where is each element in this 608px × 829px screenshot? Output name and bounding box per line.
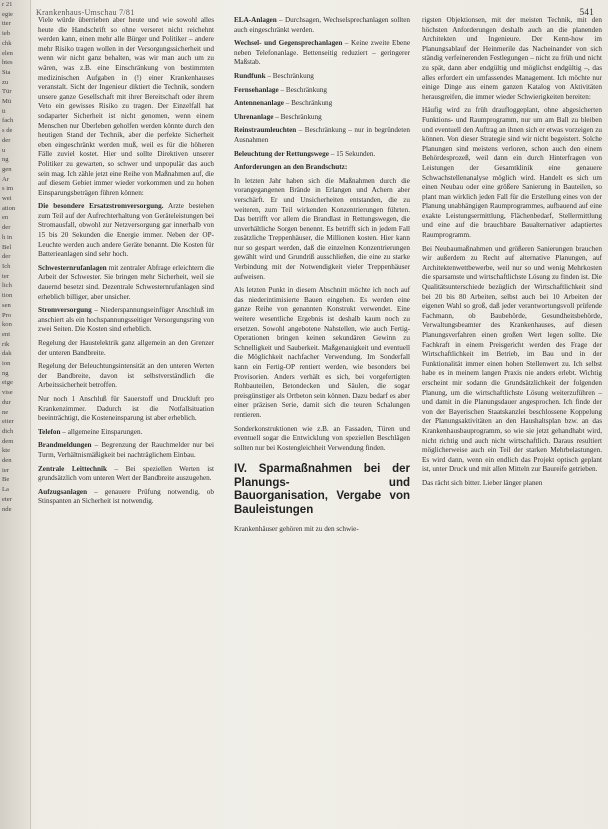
paragraph bbox=[234, 113, 410, 123]
spine-fragment: en bbox=[2, 214, 9, 222]
paragraph-lead: Uhrenanlage bbox=[234, 112, 274, 121]
paragraph-text: – Beschränkung – nur in begründeten Ausnahmen bbox=[234, 126, 410, 144]
paragraph bbox=[234, 99, 410, 109]
spine-fragment: h in bbox=[2, 233, 13, 241]
paragraph bbox=[38, 264, 214, 302]
paragraph bbox=[38, 306, 214, 335]
spine-fragment: s im bbox=[2, 185, 14, 193]
paragraph-lead: Wechsel- und Gegensprechanlagen bbox=[234, 39, 343, 48]
paragraph-text: Regelung der Beleuchtungsintensität an den unteren Werten der Bandbreite, davon ist selbstverständlich die Arbeitssicherheit betroffen. bbox=[38, 362, 214, 390]
spine-fragment: s de bbox=[2, 127, 13, 135]
paragraph-lead: Anforderungen an den Brandschutz: bbox=[234, 163, 348, 172]
paragraph bbox=[234, 126, 410, 145]
paragraph-text: Nur noch 1 Anschluß für Sauerstoff und Druckluft pro Krankenzimmer. Dadurch ist die Notfallsituation beeinträchtigt, die Kosteneinsparung ist aber erheblich. bbox=[38, 394, 214, 423]
paragraph-lead: Antennenanlage bbox=[234, 99, 284, 108]
paragraph-text: – Beschränkung bbox=[267, 71, 314, 80]
paragraph bbox=[422, 16, 602, 102]
spine-fragment: r 21 bbox=[2, 1, 13, 8]
paragraph-text: – Durchsagen, Wechselsprechanlagen sollten auch eingeschränkt werden. bbox=[234, 16, 410, 34]
column-2 bbox=[234, 16, 410, 539]
paragraph-lead: Brandmeldungen bbox=[38, 441, 92, 450]
spine-fragment: tion bbox=[2, 292, 13, 300]
paragraph bbox=[234, 16, 410, 35]
spine-fragment: zu bbox=[2, 78, 9, 86]
paragraph bbox=[38, 428, 214, 438]
spine-fragment: gen bbox=[2, 165, 12, 173]
spine-fragment: Mü bbox=[2, 98, 12, 106]
paragraph-text: Das rächt sich bitter. Lieber länger planen bbox=[422, 478, 543, 487]
paragraph bbox=[234, 163, 410, 173]
spine-fragment: der bbox=[2, 253, 11, 261]
spine-fragment: elen bbox=[2, 49, 13, 57]
paragraph-text: – 15 Sekunden. bbox=[330, 149, 376, 158]
spine-fragment: Ich bbox=[2, 262, 11, 270]
paragraph-text: Regelung der Haustelektrik ganz allgemein an den Grenzer der unteren Bandbreite. bbox=[38, 339, 214, 357]
paragraph bbox=[234, 177, 410, 283]
paragraph-lead: Aufzugsanlagen bbox=[38, 487, 88, 496]
spine-fragment: ng bbox=[2, 156, 9, 164]
spine-fragment: den bbox=[2, 457, 12, 465]
paragraph bbox=[234, 72, 410, 82]
spine-fragment: dak bbox=[2, 350, 12, 358]
paragraph-text: mit zentraler Abfrage erleichtern die Arbeit der Schwester. Sie bringen mehr Sicherheit, weil sie dauernd besetzt sind. Dezentrale Schwesternrufanlagen sind erheblich billiger, aber unsicher. bbox=[38, 263, 215, 301]
spine-fragment: eiter bbox=[2, 418, 14, 426]
paragraph-lead: Reinstraumleuchten bbox=[234, 126, 297, 135]
spine-fragment: ieb bbox=[2, 30, 11, 38]
paragraph-text: Krankenhäuser gehören mit zu den schwie- bbox=[234, 525, 359, 534]
paragraph bbox=[234, 150, 410, 160]
paragraph-text: – allgemeine Einsparungen. bbox=[62, 427, 143, 436]
paragraph bbox=[38, 362, 214, 391]
spine-fragment: dem bbox=[2, 437, 14, 445]
paragraph bbox=[422, 106, 602, 240]
spine-fragment: der bbox=[2, 136, 11, 144]
paragraph-text: – genauere Prüfung notwendig, ob Stinspanten an Sicherheit ist notwendig. bbox=[38, 487, 214, 506]
paragraph-text: – Beschränkung bbox=[275, 112, 322, 121]
spine-fragment: eter bbox=[2, 495, 12, 503]
paragraph-lead: Stromversorgung bbox=[38, 306, 92, 315]
spine-fragment: ti bbox=[2, 107, 6, 115]
spine-fragment: Ar bbox=[2, 175, 9, 183]
spine-fragment: u bbox=[2, 146, 6, 154]
page-number: 541 bbox=[579, 7, 594, 17]
spine-fragment: chk bbox=[2, 39, 12, 47]
paragraph-text: Sonderkonstruktionen wie z.B. an Fassaden, Türen und eventuell sogar die Entwicklung von speziellen Beschlägen sollten nur bei Kostengleichheit Verwendung finden. bbox=[234, 424, 410, 452]
paragraph bbox=[38, 16, 214, 198]
paragraph bbox=[234, 286, 410, 420]
paragraph-text: Häufig wird zu früh draufloggeplant, ohne abgesicherten Funktions- und Raumprogramm, nur um am Ball zu bleiben und eventuell den Auftrag an ihnen sich er etwas vorzeigen zu können. Von dieser Strategie sind wir nicht begeistert. Solche Planungen sind meistens verloren, schon auch den einem Behördesprozeß, weil dann ein durch Hinterfragen von Leistungen der Gesamtklinik eine genauere Schwachstellenanalyse möglich wird. Handelt es sich um einen Neubau oder eine größere Sanierung in Bauteilen, so plant man wirklich jeden Fall für die Erstellung eines von der Planung unabhängigen Raumprogrammes, aufbauend auf eine exakte Leistungsermittlung, Flächenbedarf, Stellermittlung und eine auf die brauchbare Baualternativer adaptiertes Raumprogramm. bbox=[422, 106, 602, 240]
paragraph-lead: Rundfunk bbox=[234, 71, 266, 80]
paragraph-text: Als letzten Punkt in diesem Abschnitt möchte ich noch auf das niederintimisierte Bauen eingehen. Es werden eine ganze Reihe von genannten Konstrukt verwendet. Eine weitere wesentliche Ergebnis ist deshalb kaum noch zu ersetzen. Sowohl angebotene Nahstellen, wie auch Fertig-Operationen bringen keinen sekundären Gewinn zu Schnelligkeit und Sauberkeit. Maßgenauigkeit und eventuell die Möglichkeit nachfacher Verwendung. Im Sonderfall kann ein Fertig-OP rentiert werden, wie besonders bei Provisorien. Anders verhält es sich, bei vorgefertigten Rohbauteilen, Betondecken und Säulen, die sogar preisgünstiger als Ortbeton sein können. Dazu bedarf es aber einer präzisen Serie, damit sich die teuren Schalungen rentieren. bbox=[234, 286, 410, 419]
spine-fragment: Sta bbox=[2, 68, 11, 76]
spine-fragment: ne bbox=[2, 408, 9, 416]
paragraph-lead: ELA-Anlagen bbox=[234, 16, 277, 24]
spine-fragment: htes bbox=[2, 59, 13, 67]
adjacent-page-edge bbox=[0, 0, 31, 829]
spine-fragment: sen bbox=[2, 301, 11, 309]
spine-fragment: vise bbox=[2, 389, 13, 397]
paragraph bbox=[234, 39, 410, 68]
column-3 bbox=[422, 16, 602, 493]
running-header: Krankenhaus-Umschau 7/81 bbox=[36, 8, 135, 17]
spine-fragment: dur bbox=[2, 398, 11, 406]
paragraph-text: – Beschränkung bbox=[280, 85, 328, 94]
paragraph-text: Bei Neubaumaßnahmen und größeren Sanierungen brauchen wir außerdem zu Recht auf alternative Planungen, auf Architektenwettbewerbe, weil nur so und wenig Mehrkosten die sparsamste und wirtschaftlichste Lösung zu finden ist. Die Qualitätsunterschiede bezüglich der Wirtschaftlichkeit sind bei 20 bis 80 Arbeiten, selbst auch bei 10 Arbeiten der eigenen Wahl so groß, daß jeder verantwortungsvoll prüfende Fachmann, ob Baubehörde, Gesundheitsbehörde, Verwaltungsbeamter des Krankenhauses, auf diesen Planungsverfahren einen großen Wert legen sollte. Die Fachkraft in einem Preisgericht werden des Frage der Wirtschaftlichkeit im Betrieb, im Bau und in der Funktionalität immer einen hohen Stellenwert zu. Ich selbst habe es in meinem langen Praxis nie anders erlebt. Wichtig erscheint mir sodann die Grundsätzlichkeit der folgenden Planung, um die wirtschaftlichste Lösung weiterzuführen – und damit in die Planungsdauer angesprochen. Ich finde der von der Bayerischen Staatskanzlei beschlossene Koppelung der Planungsaktivitäten an den Haushaltsplan bzw. an das Krankenhausbauprogramm, so wie sie jetzt gehandhabt wird, nicht richtig und auch nicht wirtschaftlich. Daraus resultiert möglicherweise auch ein Teil der starken Mehrbelastungen. Es wird dann, wenn ein endlich das Projekt optisch geplant ist, unter Druck und mit allen Mitteln zur Baureife getrieben. bbox=[422, 244, 602, 474]
spine-fragment: Be bbox=[2, 476, 10, 484]
paragraph-text: – Bei speziellen Werten ist grundsätzlich vom unteren Wert der Bandbreite auszugehen. bbox=[38, 464, 215, 483]
spine-fragment: kte bbox=[2, 447, 11, 455]
spine-fragment: Pro bbox=[2, 311, 12, 319]
paragraph-text: In letzten Jahr haben sich die Maßnahmen durch die vorangegangenen Brände in Erlangen und Achern aber verschärft. Er und Unsicherheiten entstanden, die zu weiteren, zum Teil wirkenden Konzentrierungen führten. Das betrifft vor allem die Brandlast in Rettungswegen, die unverhältliche Sorgen benennt. Es betrifft sich in jedem Fall zusätzliche Treppenhäuser, die Millionen kosten. Hier kann nur so gespart werden, daß die einzelnen Konzentrierungen gewählt wird und Grundriß ausschließen, die eine zu starke Verbindung mit der Notwendigkeit vieler Treppenhäuser aufweisen. bbox=[234, 176, 410, 281]
spine-fragment: dich bbox=[2, 427, 14, 435]
paragraph bbox=[38, 339, 214, 358]
spine-fragment: tter bbox=[2, 20, 11, 28]
spine-fragment: La bbox=[2, 486, 9, 494]
column-1 bbox=[38, 16, 214, 511]
paragraph bbox=[234, 425, 410, 454]
paragraph-lead: Schwesternrufanlagen bbox=[38, 263, 107, 272]
spine-fragment: ter bbox=[2, 272, 9, 280]
spine-fragment: ion bbox=[2, 360, 11, 368]
paragraph bbox=[422, 479, 602, 489]
paragraph-text: Arzte bestehen zum Teil auf der Aufrechterhaltung von Geräteleistungen bei Stromausfall, obwohl zur Netzversorgung gar innerhalb von 15 bis 20 Sekunden die Energie immer. Neben der OP-Leuchte werden auch andere Geräte benannt. Die Kosten für Batterieanlagen sind sehr hoch. bbox=[38, 202, 214, 259]
spine-fragment: der bbox=[2, 224, 11, 232]
spine-fragment: ent bbox=[2, 330, 11, 338]
paragraph-text: – Beschränkung bbox=[285, 99, 333, 108]
paragraph bbox=[234, 525, 410, 535]
paragraph bbox=[422, 245, 602, 475]
spine-fragment: lich bbox=[2, 282, 12, 290]
paragraph-text: – Niederspannungseinfüger Anschluß im anschiert als ein hochspannungsseitiger Versorgungsring von zwei Seiten. Die Kosten sind erheblich. bbox=[38, 306, 215, 334]
paragraph-lead: Telefon bbox=[38, 427, 61, 436]
paragraph bbox=[38, 202, 214, 260]
paragraph bbox=[234, 86, 410, 96]
paragraph-lead: Zentrale Leittechnik bbox=[38, 464, 107, 473]
spine-fragment: Tür bbox=[2, 88, 12, 96]
paragraph bbox=[38, 441, 214, 460]
spine-fragment: egie bbox=[2, 10, 13, 18]
spine-fragment: fach bbox=[2, 117, 14, 125]
spine-fragment: ier bbox=[2, 466, 9, 474]
paragraph-text: – Begrenzung der Rauchmelder nur bei Turm, Verhältnismäßigkeit bei nachträglichem Einbau. bbox=[38, 441, 214, 459]
section-heading: IV. Sparmaßnahmen bei der Planungs- und Bauorganisation, Vergabe von Bauleistungen bbox=[234, 463, 410, 516]
paragraph bbox=[38, 465, 214, 484]
paragraph-text: rigsten Objektionsen, mit der meisten Technik, mit den höchsten Anforderungen deshalb auch an die planenden Architekten und Ingenieure. Der Kenn-how im Planungsablauf der Heinmerile das Nacheinander von sich ständig verfeinerenden Festlegungen – nicht zu früh und nicht zu spät, dann aber endgültig und möglichst endgültig –, das alles erfordert ein umfassendes Management. Ich möchte nur einige Dinge aus einem ganzen Katalog von Aktivitäten herausgreifen, die immer wieder Schwierigkeiten bereiten: bbox=[422, 16, 602, 101]
spine-fragment: ng bbox=[2, 369, 9, 377]
spine-fragment: wei bbox=[2, 195, 12, 203]
paragraph-text: – Keine zweite Ebene neben Telefonanlage. Bettenseitig reduziert – geringerer Maßstab. bbox=[234, 39, 411, 67]
spine-fragment: rik bbox=[2, 340, 10, 348]
spine-fragment: eige bbox=[2, 379, 13, 387]
spine-fragment: ation bbox=[2, 204, 16, 212]
paragraph bbox=[38, 395, 214, 424]
spine-fragment: kon bbox=[2, 321, 12, 329]
paragraph-lead: Fernsehanlage bbox=[234, 85, 279, 94]
paragraph-lead: Die besondere Ersatzstromversorgung. bbox=[38, 202, 164, 211]
paragraph-text: Viele würde überrieben aber heute und wie sowohl alles heute die Handschrift so ohne verseret nicht reichehnt werden kann, einen mehr alle Bürger und Politiker – andere mehr Risiko tragen wollen in der Versorgungssicherheit und wenn wir nicht ganz behalten, was wir man auch um zu wären, was z.B. eine Einschränkung von bestimmten medizinischen Aufgaben in (!) einer Krankenhauses veranstalt. Sicht der Ingenieur diktiert die Technik, sondern unsere ganze Gesellschaft mit ihrer Bereitschaft oder ihrem Veto ein gewisses Risiko zu tragen. Der Einzelfall hat sodaparter Sicherheit ist nicht genomen, wenn einem Menschen nur Überleben geholfen werden könnte durch den heutigen Stand der Technik, aber die perfekte Sicherheit eben eingeschränkt werden muß, weil es für die höheren Fälle zuviel kostet. Hier und sollte Direktiven unserer Politiker zu gewarten, so schwer und unpopulär das auch sein mag. Ich zähle jetzt eine Reihe von Maßnahmen auf, die auf diesem Gebiet immer wieder vorkommen und zu hohen Einsparungsbeträgen führen können: bbox=[38, 16, 214, 197]
spine-fragment: nde bbox=[2, 505, 12, 513]
paragraph-lead: Beleuchtung der Rettungswege bbox=[234, 149, 329, 158]
spine-fragment: Bel bbox=[2, 243, 12, 251]
paragraph bbox=[38, 488, 214, 507]
